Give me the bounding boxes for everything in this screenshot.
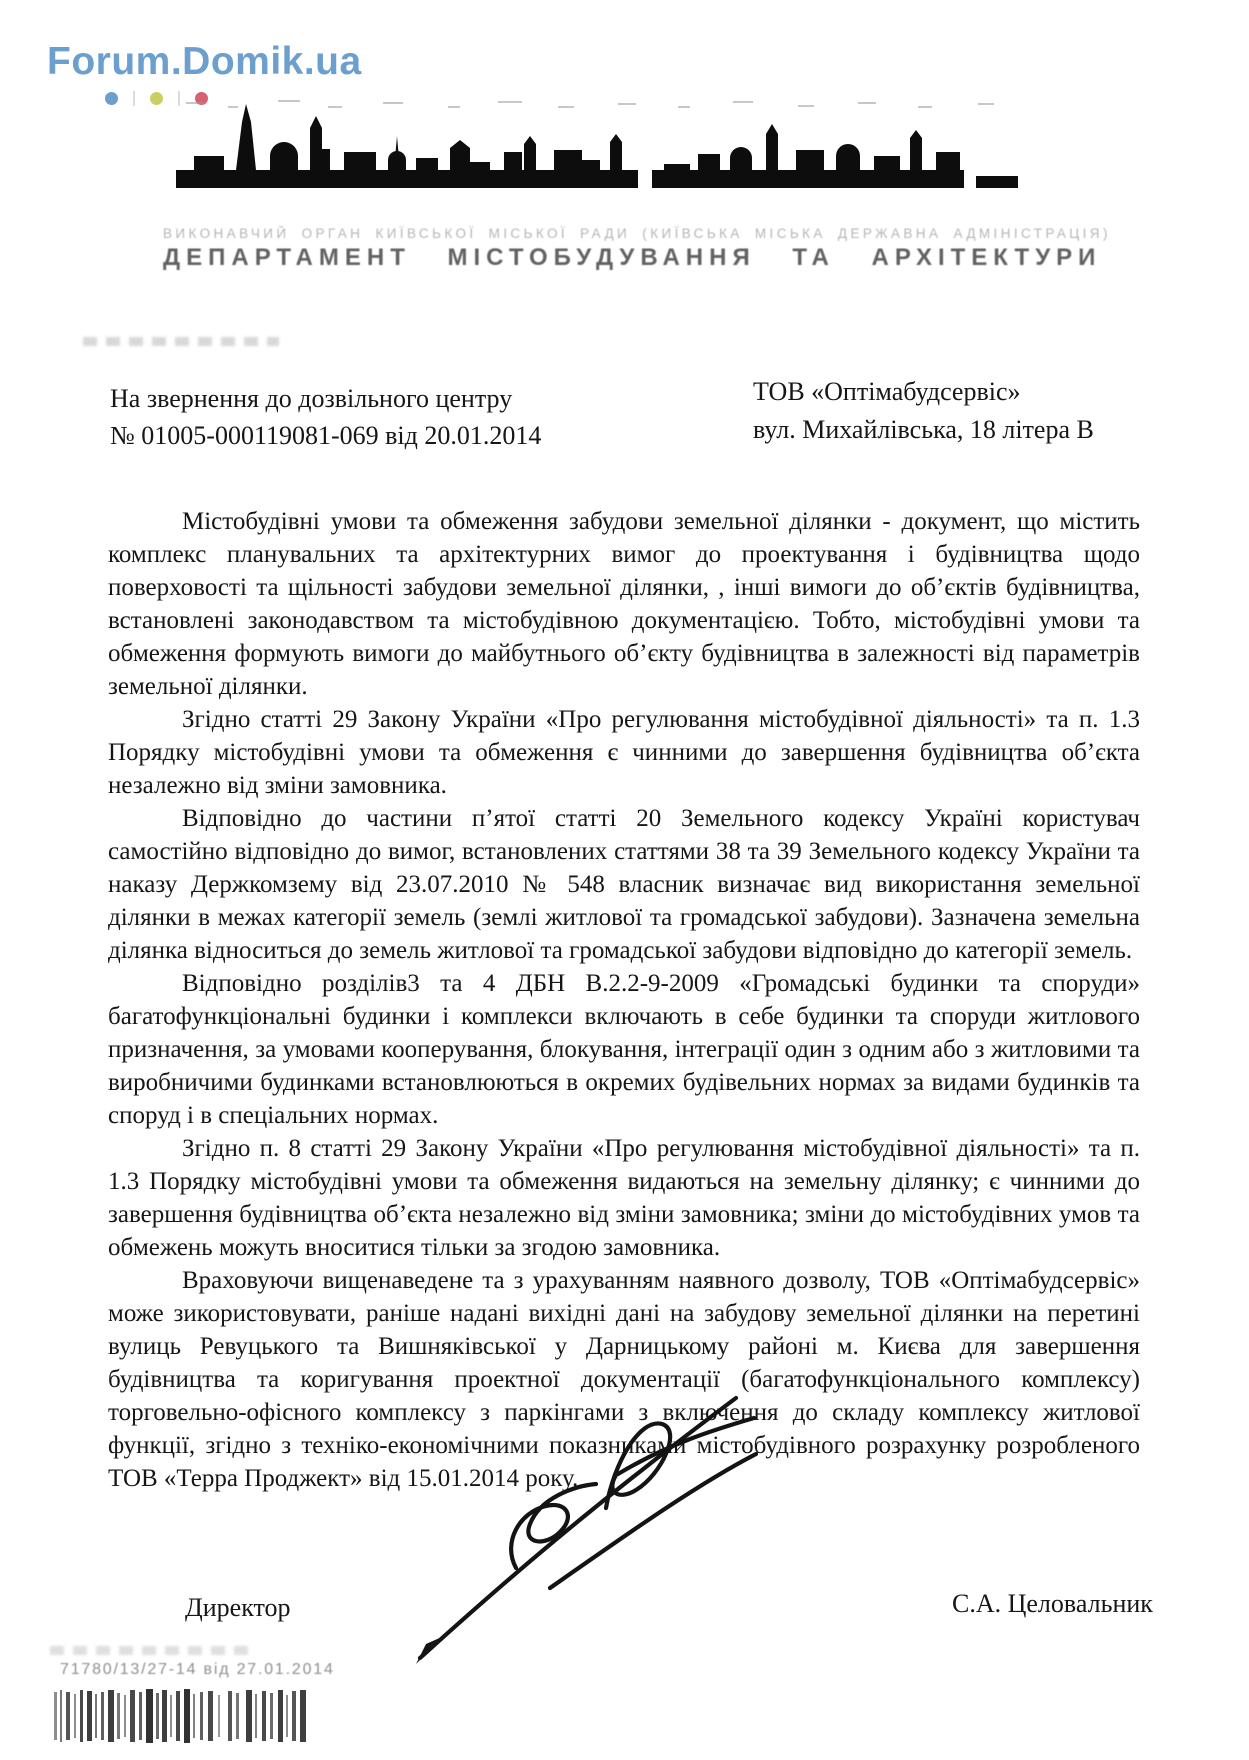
paragraph-5: Згідно п. 8 статті 29 Закону України «Про регулювання містобудівної діяльності» та п. 1.3 Порядку містобудівні умови та обмеження видаються на земельну ділянку; є чинними до завершення будівництва об’єкта незалежно від зміни замовника; зміни до містобудівних умов та обмежень можуть вноситися тільки за згодою замовника. [108,1135,1140,1261]
signature [368,1356,758,1668]
scan-smudge [83,337,279,346]
paragraph-3: Відповідно до частини п’ятої статті 20 Земельного кодексу Україні користувач самостійно відповідно до вимог, встановлених статтями 38 та 39 Земельного кодексу України та наказу Держкомзему від 23.07.2010 № 548 власник визначає вид використання земельної ділянки в межах категорії земель (землі житлової та громадської забудови). Зазначена земельна ділянка відноситься до земель житлової та громадської забудови відповідно до категорії земель. [108,805,1140,964]
dot-separator [133,91,135,106]
letterhead-department-title: ДЕПАРТАМЕНТ МІСТОБУДУВАННЯ ТА АРХІТЕКТУРИ [163,244,1102,271]
reference-block [110,380,541,454]
signatory-name: С.А. Целовальник [952,1589,1153,1618]
kyiv-skyline-image [158,94,1018,198]
addressee-address: вул. Михайлівська, 18 літера В [753,415,1094,444]
paragraph-6: Враховуючи вищенаведене та з урахуванням наявного дозволу, ТОВ «Оптімабудсервіс» може зикористовувати, раніше надані вихідні дані на забудову земельної ділянки на перетині вулиць Ревуцького та Вишняківської у Дарницькому районі м. Києва для завершення будівництва та коригування проектної документації (багатофункціонального комплексу) торговельно-офісного комплексу з паркінгами з включення до складу комплексу житлової функції, згідно з техніко-економічними показниками містобудівного розрахунку розробленого ТОВ «Терра Проджект» від 15.01.2014 року. [108,1267,1140,1492]
paragraph-1: Містобудівні умови та обмеження забудови земельної ділянки - документ, що містить комплекс планувальних та архітектурних вимог до проектування і будівництва щодо поверховості та щільності забудови земельної ділянки, , інші вимоги до об’єктів будівництва, встановлені законодавством та містобудівною документацією. Тобто, містобудівні умови та обмеження формують вимоги до майбутнього об’єкту будівництва в залежності від параметрів земельної ділянки. [108,508,1140,700]
letterhead-org-line: ВИКОНАВЧИЙ ОРГАН КИЇВСЬКОЇ МІСЬКОЇ РАДИ (КИЇВСЬКА МІСЬКА ДЕРЖАВНА АДМІНІСТРАЦІЯ) [163,226,1111,241]
reference-number: № 01005-000119081-069 від 20.01.2014 [110,421,542,450]
reference-line: На звернення до дозвільного центру [110,384,513,413]
signatory-title: Директор [185,1593,291,1622]
paragraph-4: Відповідно розділів3 та 4 ДБН В.2.2-9-2009 «Громадські будинки та споруди» багатофункціональні будинки і комплекси включають в себе будинки та споруди житлового призначення, за умовами кооперування, блокування, інтеграції один з одним або з житловими та виробничими будинками встановлюються в окремих будівельних нормах за видами будинків та споруд і в спеціальних нормах. [108,970,1140,1129]
letter-body [108,505,1140,1495]
addressee-block [753,373,1094,449]
paragraph-2: Згідно статті 29 Закону України «Про регулювання містобудівної діяльності» та п. 1.3 Порядку містобудівні умови та обмеження є чинними до завершення будівництва об’єкта незалежно від зміни замовника. [108,706,1140,799]
forum-domik-logo-text: Forum.Domik.ua [47,40,362,83]
barcode [50,1686,314,1746]
addressee-company: ТОВ «Оптімабудсервіс» [753,377,1021,406]
registration-stamp: 71780/13/27-14 від 27.01.2014 [60,1661,335,1678]
scan-smudge [50,1646,256,1655]
blue-dot-icon [105,92,118,105]
